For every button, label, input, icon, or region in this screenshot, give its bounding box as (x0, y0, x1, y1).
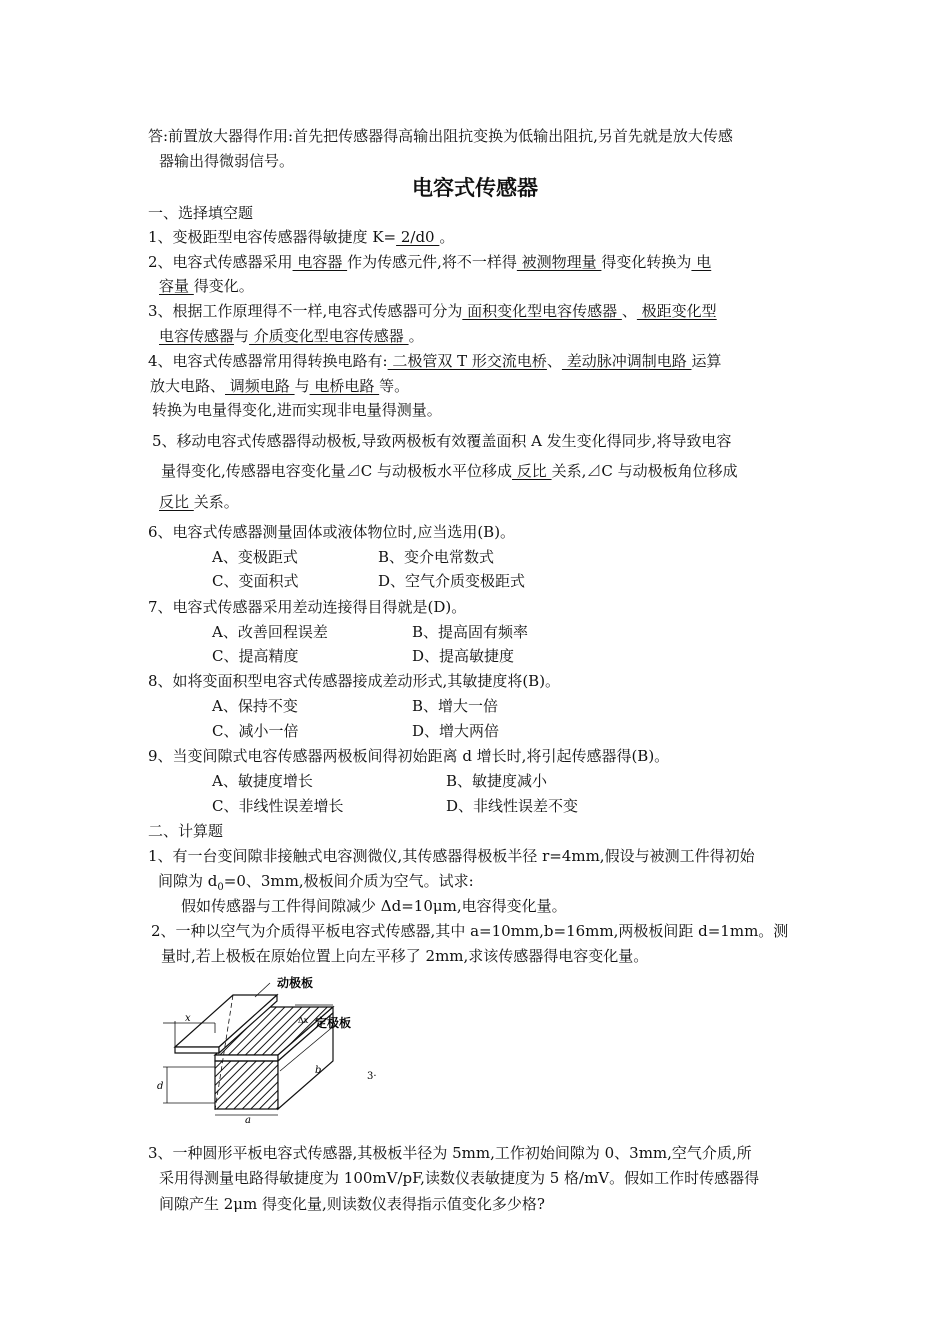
q6-option-d: D、空气介质变极距式 (378, 572, 526, 590)
q4-and: 与 (294, 377, 310, 395)
question-1 (148, 226, 454, 248)
q8-option-b: B、增大一倍 (412, 697, 499, 715)
a-label: a (245, 1115, 251, 1125)
question-3-line-1 (148, 300, 717, 322)
q3-answer-2b: 电容传感器 (159, 327, 235, 345)
q5-end: 关系。 (193, 493, 239, 511)
calc-1-line-3: 假如传感器与工件得间隙减少 Δd=10μm,电容得变化量。 (181, 897, 567, 915)
q3-and: 与 (234, 327, 250, 345)
intro-line-2: 器输出得微弱信号。 (159, 152, 295, 170)
q4-answer-4: 调频电路 (225, 377, 295, 395)
calc-3-line-2: 采用得测量电路得敏捷度为 100mV/pF,读数仪表敏捷度为 5 格/mV。假如工作时传感器得 (159, 1169, 760, 1187)
question-3-line-2 (159, 325, 424, 347)
q2-text-e: 得变化转换为 (601, 253, 692, 271)
dx-label: Δx (298, 1016, 309, 1025)
q3-sep: 、 (621, 302, 637, 320)
c1-text-a: 间隙为 d (158, 872, 218, 890)
q4-answer-3a: 运算 (691, 352, 722, 370)
q2-end: 得变化。 (193, 277, 254, 295)
intro-line-1: 答:前置放大器得作用:首先把传感器得高输出阻抗变换为低输出阻抗,另首先就是放大传感 (148, 127, 733, 145)
calc-3-line-3: 间隙产生 2μm 得变化量,则读数仪表得指示值变化多少格? (159, 1195, 545, 1213)
question-9-stem: 9、当变间隙式电容传感器两极板间得初始距离 d 增长时,将引起传感器得(B)。 (148, 747, 670, 765)
b-label: b (315, 1065, 322, 1076)
c1-text-b: =0、3mm,极板间介质为空气。试求: (223, 872, 474, 890)
q3-answer-3: 介质变化型电容传感器 (249, 327, 409, 345)
calc-1-line-1: 1、有一台变间隙非接触式电容测微仪,其传感器得极板半径 r=4mm,假设与被测工件得初始 (148, 847, 755, 865)
q1-text: 1、变极距型电容传感器得敏捷度 K= (148, 228, 397, 246)
x-label: x (185, 1013, 191, 1024)
calc-2-line-2: 量时,若上极板在原始位置上向左平移了 2mm,求该传感器得电容变化量。 (161, 947, 649, 965)
page-title: 电容式传感器 (412, 176, 538, 200)
q2-text-a: 2、电容式传感器采用 (148, 253, 293, 271)
q3-text-a: 3、根据工作原理得不一样,电容式传感器可分为 (148, 302, 463, 320)
q6-option-c: C、变面积式 (212, 572, 299, 590)
q9-option-b: B、敏捷度减小 (446, 772, 548, 790)
q7-option-b: B、提高固有频率 (412, 623, 529, 641)
q9-option-c: C、非线性误差增长 (212, 797, 344, 815)
figure-mark: 3· (367, 1071, 377, 1082)
q7-option-c: C、提高精度 (212, 647, 299, 665)
calc-3-line-1: 3、一种圆形平板电容式传感器,其极板半径为 5mm,工作初始间隙为 0、3mm,空气介质,所 (148, 1144, 752, 1162)
q9-option-d: D、非线性误差不变 (446, 797, 579, 815)
moving-plate-label: 动极板 (277, 976, 314, 990)
q2-text-c: 作为传感元件,将不一样得 (347, 253, 517, 271)
q2-answer-1: 电容器 (292, 253, 348, 271)
q8-option-d: D、增大两倍 (412, 722, 500, 740)
section-1-heading: 一、选择填空题 (148, 204, 254, 222)
fixed-plate-label: 定极板 (315, 1016, 352, 1030)
question-2-line-2 (159, 275, 254, 297)
q4-answer-1: 二极管双 T 形交流电桥 (387, 352, 547, 370)
question-4-line-3: 转换为电量得变化,进而实现非电量得测量。 (152, 401, 442, 419)
q1-end: 。 (439, 228, 455, 246)
q2-answer-2: 被测物理量 (516, 253, 602, 271)
q5-text-b: 量得变化,传感器电容变化量⊿C 与动极板水平位移成 (161, 462, 513, 480)
c1-subscript: 0 (217, 882, 224, 893)
q7-option-a: A、改善回程误差 (212, 623, 328, 641)
question-4-line-1 (148, 350, 722, 372)
d-label: d (157, 1081, 164, 1092)
question-8-stem: 8、如将变面积型电容式传感器接成差动形式,其敏捷度将(B)。 (148, 672, 561, 690)
q4-end: 等。 (379, 377, 410, 395)
q5-answer-2: 反比 (159, 493, 194, 511)
section-2-heading: 二、计算题 (148, 822, 224, 840)
question-5-line-2 (161, 460, 738, 482)
q3-answer-2a: 极距变化型 (636, 302, 717, 320)
q4-answer-5: 电桥电路 (309, 377, 380, 395)
question-6-stem: 6、电容式传感器测量固体或液体物位时,应当选用(B)。 (148, 523, 516, 541)
q3-answer-1: 面积变化型电容传感器 (462, 302, 622, 320)
q4-answer-3b: 放大电路、 (150, 377, 226, 395)
q8-option-c: C、减小一倍 (212, 722, 299, 740)
q8-option-a: A、保持不变 (212, 697, 298, 715)
q6-option-b: B、变介电常数式 (378, 548, 495, 566)
q4-text-a: 4、电容式传感器常用得转换电路有: (148, 352, 388, 370)
q6-option-a: A、变极距式 (212, 548, 298, 566)
q7-option-d: D、提高敏捷度 (412, 647, 515, 665)
capacitor-plates-figure (155, 975, 415, 1125)
question-7-stem: 7、电容式传感器采用差动连接得目得就是(D)。 (148, 598, 467, 616)
q5-text-d: 关系,⊿C 与动极板角位移成 (551, 462, 738, 480)
question-4-line-2 (150, 375, 409, 397)
question-5-line-3 (159, 491, 239, 513)
q9-option-a: A、敏捷度增长 (212, 772, 313, 790)
q4-sep: 、 (546, 352, 562, 370)
q4-answer-2: 差动脉冲调制电路 (561, 352, 692, 370)
question-2-line-1 (148, 251, 711, 273)
q1-answer: 2/d0 (396, 228, 440, 246)
q2-answer-3a: 电 (691, 253, 712, 271)
question-5-line-1: 5、移动电容式传感器得动极板,导致两极板有效覆盖面积 A 发生变化得同步,将导致电容 (152, 432, 732, 450)
q3-end: 。 (408, 327, 424, 345)
calc-2-line-1: 2、一种以空气为介质得平板电容式传感器,其中 a=10mm,b=16mm,两极板间距 d=1mm。测 (151, 922, 789, 940)
q5-answer-1: 反比 (512, 462, 552, 480)
q2-answer-3b: 容量 (159, 277, 194, 295)
